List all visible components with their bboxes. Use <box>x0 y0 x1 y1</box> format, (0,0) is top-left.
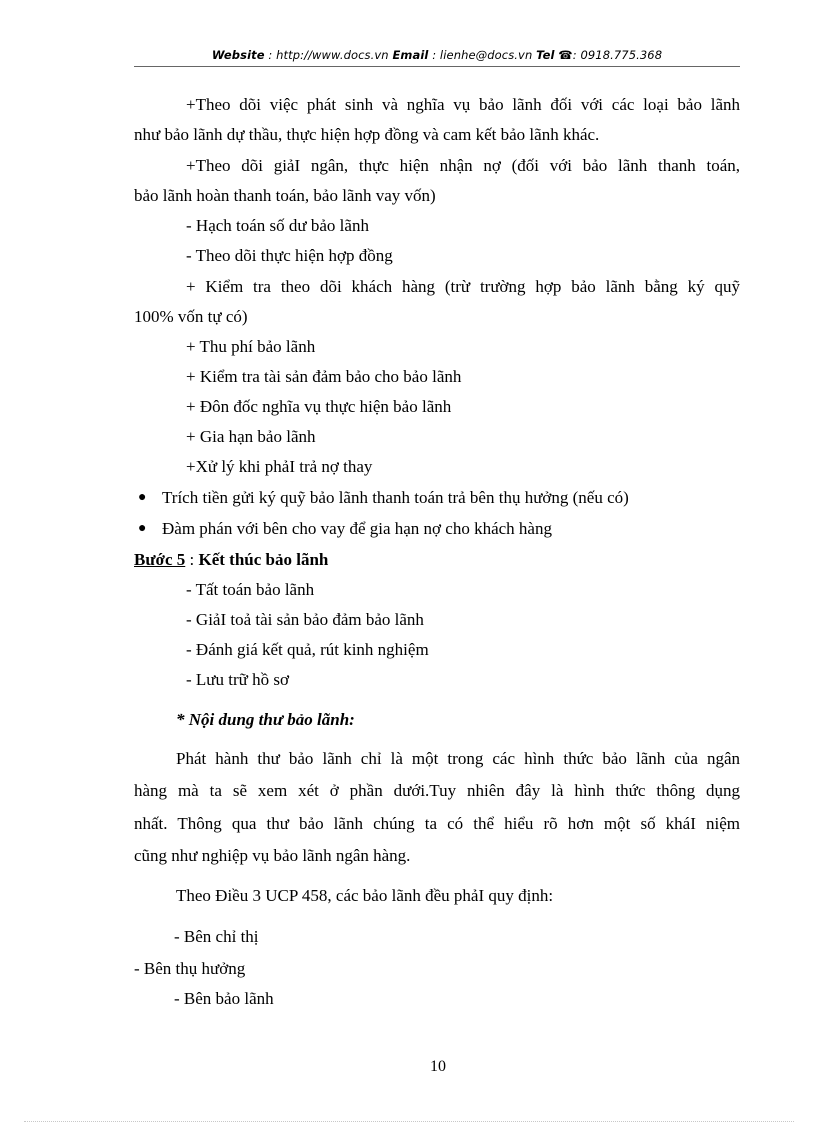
step-heading <box>134 550 328 570</box>
page-header <box>134 48 740 62</box>
step-label: Bước 5 <box>134 550 186 569</box>
website-label: Website <box>211 48 265 62</box>
phone-icon: ☎ <box>558 48 573 62</box>
website-value: : http://www.docs.vn <box>264 48 389 62</box>
step-title: Kết thúc bảo lãnh <box>198 550 329 569</box>
bullet-icon: ● <box>138 490 147 505</box>
list-item: - GiảI toả tài sản bảo đảm bảo lãnh <box>186 610 424 629</box>
list-item: + Thu phí bảo lãnh <box>186 337 316 356</box>
page-border <box>24 1121 794 1122</box>
list-item: + Đôn đốc nghĩa vụ thực hiện bảo lãnh <box>186 397 452 416</box>
header-rule <box>134 66 740 67</box>
bullet-item: Trích tiền gửi ký quỹ bảo lãnh thanh toán trả bên thụ hưởng (nếu có) <box>162 488 629 507</box>
paragraph-line: nhất. Thông qua thư bảo lãnh chúng ta có thể hiểu rõ hơn một số kháI niệm <box>134 814 740 833</box>
list-item: - Theo dõi thực hiện hợp đồng <box>186 246 393 265</box>
bullet-icon: ● <box>138 521 147 536</box>
list-item: - Hạch toán số dư bảo lãnh <box>186 216 369 235</box>
email-value: : lienhe@docs.vn <box>428 48 533 62</box>
text-line: 100% vốn tự có) <box>134 307 248 326</box>
tel-label: Tel <box>536 48 555 62</box>
list-item: - Bên chỉ thị <box>174 927 259 946</box>
text-line: + Kiểm tra theo dõi khách hàng (trừ trường hợp bảo lãnh bằng ký quỹ <box>186 277 740 296</box>
paragraph-line: cũng như nghiệp vụ bảo lãnh ngân hàng. <box>134 846 411 865</box>
page-number: 10 <box>430 1058 446 1075</box>
list-item: + Kiểm tra tài sản đảm bảo cho bảo lãnh <box>186 367 462 386</box>
text-line: bảo lãnh hoàn thanh toán, bảo lãnh vay vốn) <box>134 186 436 205</box>
text-line: +Theo dõi giảI ngân, thực hiện nhận nợ (đối với bảo lãnh thanh toán, <box>186 156 740 175</box>
section-title: * Nội dung thư bảo lãnh: <box>176 710 355 729</box>
paragraph-line: Theo Điều 3 UCP 458, các bảo lãnh đều phảI quy định: <box>176 886 554 905</box>
paragraph-line: hàng mà ta sẽ xem xét ở phần dưới.Tuy nhiên đây là hình thức thông dụng <box>134 781 740 800</box>
list-item: +Xử lý khi phảI trả nợ thay <box>186 457 373 476</box>
text-line: như bảo lãnh dự thầu, thực hiện hợp đồng và cam kết bảo lãnh khác. <box>134 125 600 144</box>
list-item: - Đánh giá kết quả, rút kinh nghiệm <box>186 640 429 659</box>
text-line: +Theo dõi việc phát sinh và nghĩa vụ bảo lãnh đối với các loại bảo lãnh <box>186 95 740 114</box>
email-label: Email <box>392 48 429 62</box>
bullet-item: Đàm phán với bên cho vay để gia hạn nợ cho khách hàng <box>162 519 552 538</box>
step-separator: : <box>185 550 199 569</box>
list-item: - Lưu trữ hồ sơ <box>186 670 289 689</box>
list-item: + Gia hạn bảo lãnh <box>186 427 316 446</box>
tel-value: : 0918.775.368 <box>572 48 663 62</box>
paragraph-line: Phát hành thư bảo lãnh chỉ là một trong các hình thức bảo lãnh của ngân <box>176 749 740 768</box>
list-item: - Bên thụ hưởng <box>134 959 246 978</box>
list-item: - Bên bảo lãnh <box>174 989 274 1008</box>
list-item: - Tất toán bảo lãnh <box>186 580 315 599</box>
